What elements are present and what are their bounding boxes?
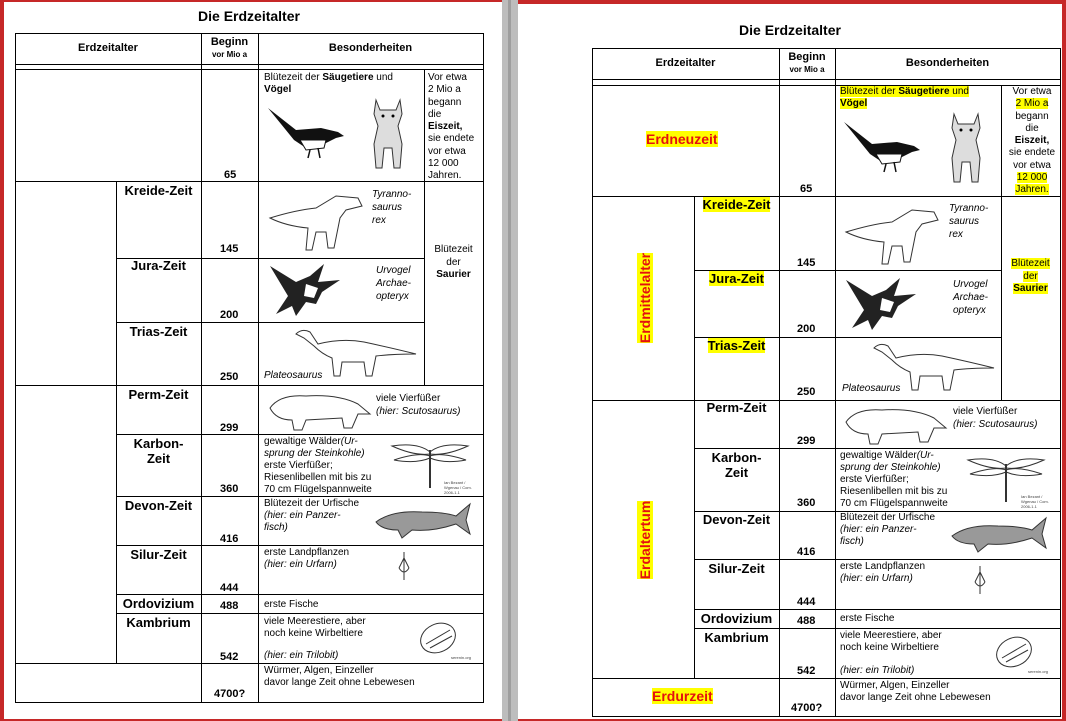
note-urzeit-1-right: Würmer, Algen, Einzeller: [840, 680, 950, 691]
period-karbon-1: Karbon-: [133, 436, 184, 451]
note-urvogel-1-right: Urvogel: [953, 279, 988, 290]
panzerfisch-image: [372, 500, 472, 540]
note-karbon-3: erste Vierfüßer;: [264, 460, 333, 471]
header-erdzeitalter: Erdzeitalter: [78, 42, 138, 54]
eon-erdneuzeit: Erdneuzeit: [646, 131, 718, 147]
beginn-jura-right: 200: [797, 323, 816, 335]
note-perm-2-right: (hier: Scutosaurus): [953, 419, 1038, 430]
beginn-devon-right: 416: [797, 546, 816, 558]
archaeopteryx-image: [266, 262, 346, 320]
period-karbon-2-right: Zeit: [724, 465, 749, 480]
note-rex-3-right: rex: [949, 229, 963, 240]
note-karbon-4-right: Riesenlibellen mit bis zu: [840, 486, 948, 497]
header-besonderheiten-right: Besonderheiten: [905, 57, 990, 69]
beginn-urzeit: 4700?: [214, 688, 246, 700]
note-karbon-5: 70 cm Flügelspannweite: [264, 484, 372, 495]
eon-erdmittelalter: Erdmittelalter: [637, 252, 653, 344]
note-eis-3: begann: [428, 96, 462, 108]
period-devon-right: Devon-Zeit: [702, 512, 771, 527]
note-eis-2-right: 2 Mio a: [1015, 98, 1049, 110]
note-devon-3-right: fisch): [840, 536, 864, 547]
period-kreide: Kreide-Zeit: [124, 183, 193, 198]
note-perm-2: (hier: Scutosaurus): [376, 406, 461, 417]
note-saeuger-a-right: Blütezeit der: [840, 86, 899, 97]
note-saurier-3: Saurier: [436, 269, 471, 280]
note-saeuger-c-right: und: [949, 86, 969, 97]
period-ordovizium: Ordovizium: [122, 596, 195, 611]
header-beginn: Beginn: [210, 36, 249, 48]
note-saurier-1: Blütezeit: [434, 244, 473, 255]
note-kambrium-3: (hier: ein Trilobit): [264, 650, 339, 661]
beginn-devon: 416: [220, 533, 239, 545]
note-kambrium-3-right: (hier: ein Trilobit): [840, 665, 915, 676]
period-kambrium: Kambrium: [126, 615, 191, 630]
page-title-right: Die Erdzeitalter: [739, 22, 841, 38]
fox-image: [368, 98, 408, 170]
beginn-neuzeit-right: 65: [800, 183, 813, 195]
eon-erdurzeit: Erdurzeit: [652, 688, 713, 704]
beginn-kambrium-right: 542: [797, 665, 816, 677]
note-urzeit-2-right: davor lange Zeit ohne Lebewesen: [840, 692, 991, 703]
note-karbon-5-right: 70 cm Flügelspannweite: [840, 498, 948, 509]
beginn-trias-right: 250: [797, 386, 816, 398]
beginn-neuzeit: 65: [224, 169, 237, 181]
note-eis-5-right: Eiszeit,: [1014, 135, 1050, 147]
note-eis-2: 2 Mio a: [428, 84, 461, 96]
note-karbon-4: Riesenlibellen mit bis zu: [264, 472, 372, 483]
note-urvogel-3-right: opteryx: [953, 305, 986, 316]
period-jura-right: Jura-Zeit: [709, 271, 764, 286]
header-vor-mio-a: vor Mio a: [211, 50, 248, 59]
note-eis-7: vor etwa: [428, 145, 466, 157]
note-karbon-3-right: erste Vierfüßer;: [840, 474, 909, 485]
note-saurier-3-right: Saurier: [1013, 283, 1048, 294]
beginn-silur-right: 444: [797, 596, 816, 608]
note-saeuger-d-right: Vögel: [840, 98, 868, 109]
note-eis-1-right: Vor etwa: [1012, 86, 1052, 97]
beginn-ordovizium: 488: [220, 600, 239, 612]
note-ordovizium: erste Fische: [264, 599, 319, 610]
panzerfisch-image-right: [948, 514, 1048, 554]
archaeopteryx-image-right: [842, 276, 922, 334]
beginn-ordovizium-right: 488: [797, 615, 816, 627]
left-page: [4, 2, 502, 719]
trex-image-right: [842, 202, 942, 266]
note-urzeit-2: davor lange Zeit ohne Lebewesen: [264, 677, 415, 688]
note-perm-1: viele Vierfüßer: [376, 393, 441, 404]
note-eis-8-right: 12 000: [1016, 172, 1048, 184]
beginn-perm: 299: [220, 422, 239, 434]
bird-image-right: [842, 114, 922, 174]
note-devon-1-right: Blütezeit der Urfische: [840, 512, 936, 523]
note-saurier-1-right: Blütezeit: [1011, 258, 1050, 269]
header-erdzeitalter-right: Erdzeitalter: [655, 57, 716, 69]
beginn-jura: 200: [220, 309, 239, 321]
note-ordovizium-right: erste Fische: [840, 613, 895, 624]
note-silur-2-right: (hier: ein Urfarn): [840, 573, 913, 584]
note-silur-1: erste Landpflanzen: [264, 547, 350, 558]
note-credit-right: Ian Bezant / Wgenau / Com. 2006-1.1: [1021, 494, 1049, 509]
note-karbon-2: sprung der Steinkohle): [264, 448, 365, 459]
note-urvogel-3: opteryx: [376, 291, 409, 302]
note-eis-3-right: begann: [1015, 110, 1049, 122]
note-plateosaurus: Plateosaurus: [264, 370, 323, 381]
period-trias-right: Trias-Zeit: [707, 338, 766, 353]
note-perm-1-right: viele Vierfüßer: [953, 406, 1018, 417]
fox-image-right: [946, 112, 986, 184]
period-kreide-right: Kreide-Zeit: [702, 197, 771, 212]
beginn-perm-right: 299: [797, 435, 816, 447]
note-rex-1: Tyranno-: [372, 189, 412, 200]
note-karbon-1: gewaltige Wälder: [264, 436, 341, 447]
note-kambrium-2-right: noch keine Wirbeltiere: [840, 642, 939, 653]
beginn-kambrium: 542: [220, 651, 239, 663]
note-eis-5: Eiszeit,: [428, 121, 463, 133]
period-perm: Perm-Zeit: [128, 387, 189, 402]
page-title: Die Erdzeitalter: [198, 8, 300, 24]
right-page: [518, 4, 1062, 719]
period-silur-right: Silur-Zeit: [708, 561, 765, 576]
period-trias: Trias-Zeit: [129, 324, 188, 339]
note-kambrium-1: viele Meerestiere, aber: [264, 616, 366, 627]
note-urzeit-1: Würmer, Algen, Einzeller: [264, 665, 374, 676]
note-devon-2-right: (hier: ein Panzer-: [840, 524, 917, 535]
note-rex-3: rex: [372, 215, 386, 226]
note-serio-right: serenin.org: [1028, 669, 1049, 674]
note-kambrium-2: noch keine Wirbeltiere: [264, 628, 363, 639]
note-eis-1: Vor etwa: [428, 72, 467, 83]
period-kambrium-right: Kambrium: [704, 630, 769, 645]
period-silur: Silur-Zeit: [130, 547, 187, 562]
urfarn-image-right: [972, 564, 988, 596]
note-eis-4: die: [428, 108, 442, 120]
note-saeuger-c: und: [373, 72, 393, 83]
note-eis-7-right: vor etwa: [1013, 159, 1051, 171]
note-eis-9: Jahren.: [428, 170, 462, 182]
note-karbon-1-right: gewaltige Wälder: [840, 450, 917, 461]
header-vor-mio-a-right: vor Mio a: [789, 65, 825, 74]
period-karbon-1-right: Karbon-: [711, 450, 762, 465]
note-plateosaurus-right: Plateosaurus: [842, 383, 901, 394]
note-saeuger-b: Säugetiere: [322, 72, 374, 83]
note-urvogel-2: Archae-: [376, 278, 412, 289]
note-devon-1: Blütezeit der Urfische: [264, 498, 360, 509]
period-perm-right: Perm-Zeit: [706, 400, 767, 415]
note-rex-2-right: saurus: [949, 216, 980, 227]
note-devon-3: fisch): [264, 522, 288, 533]
beginn-karbon: 360: [220, 483, 239, 495]
note-devon-2: (hier: ein Panzer-: [264, 510, 341, 521]
beginn-kreide: 145: [220, 243, 239, 255]
header-besonderheiten: Besonderheiten: [328, 42, 413, 54]
note-eis-6-right: sie endete: [1008, 147, 1056, 159]
beginn-urzeit-right: 4700?: [791, 702, 823, 714]
note-urvogel-2-right: Archae-: [953, 292, 989, 303]
note-eis-6: sie endete: [428, 133, 475, 145]
note-eis-8: 12 000: [428, 158, 459, 170]
period-karbon-2: Zeit: [146, 451, 171, 466]
beginn-trias: 250: [220, 371, 239, 383]
period-ordovizium-right: Ordovizium: [700, 611, 773, 626]
scutosaurus-image-right: [842, 402, 948, 446]
note-karbon-1i: (Ur-: [340, 436, 358, 447]
note-saeuger-a: Blütezeit der: [264, 72, 323, 83]
note-serio: serenin.org: [451, 655, 472, 660]
note-kambrium-1-right: viele Meerestiere, aber: [840, 630, 942, 641]
trex-image: [266, 188, 366, 252]
note-rex-1-right: Tyranno-: [949, 203, 989, 214]
note-credit: Ian Bezant / Wgenau / Com. 2006-1.1: [444, 480, 472, 495]
note-saurier-2-right: der: [1023, 270, 1038, 282]
period-devon: Devon-Zeit: [124, 498, 193, 513]
note-eis-9-right: Jahren.: [1015, 184, 1049, 196]
note-karbon-2-right: sprung der Steinkohle): [840, 462, 941, 473]
note-saeuger-b-right: Säugetiere: [898, 86, 950, 97]
scutosaurus-image: [266, 388, 372, 432]
beginn-kreide-right: 145: [797, 257, 816, 269]
period-jura: Jura-Zeit: [131, 258, 186, 273]
note-saeuger-d: Vögel: [264, 84, 292, 95]
note-karbon-1i-right: (Ur-: [916, 450, 934, 461]
note-saurier-2: der: [446, 256, 461, 268]
note-silur-2: (hier: ein Urfarn): [264, 559, 337, 570]
note-rex-2: saurus: [372, 202, 403, 213]
urfarn-image: [396, 550, 412, 582]
bird-image: [266, 100, 346, 160]
beginn-karbon-right: 360: [797, 497, 816, 509]
beginn-silur: 444: [220, 582, 239, 594]
note-eis-4-right: die: [1025, 122, 1039, 134]
eon-erdaltertum: Erdaltertum: [637, 500, 653, 580]
header-beginn-right: Beginn: [788, 51, 826, 63]
note-urvogel-1: Urvogel: [376, 265, 411, 276]
page-divider: [508, 0, 511, 721]
note-silur-1-right: erste Landpflanzen: [840, 561, 926, 572]
